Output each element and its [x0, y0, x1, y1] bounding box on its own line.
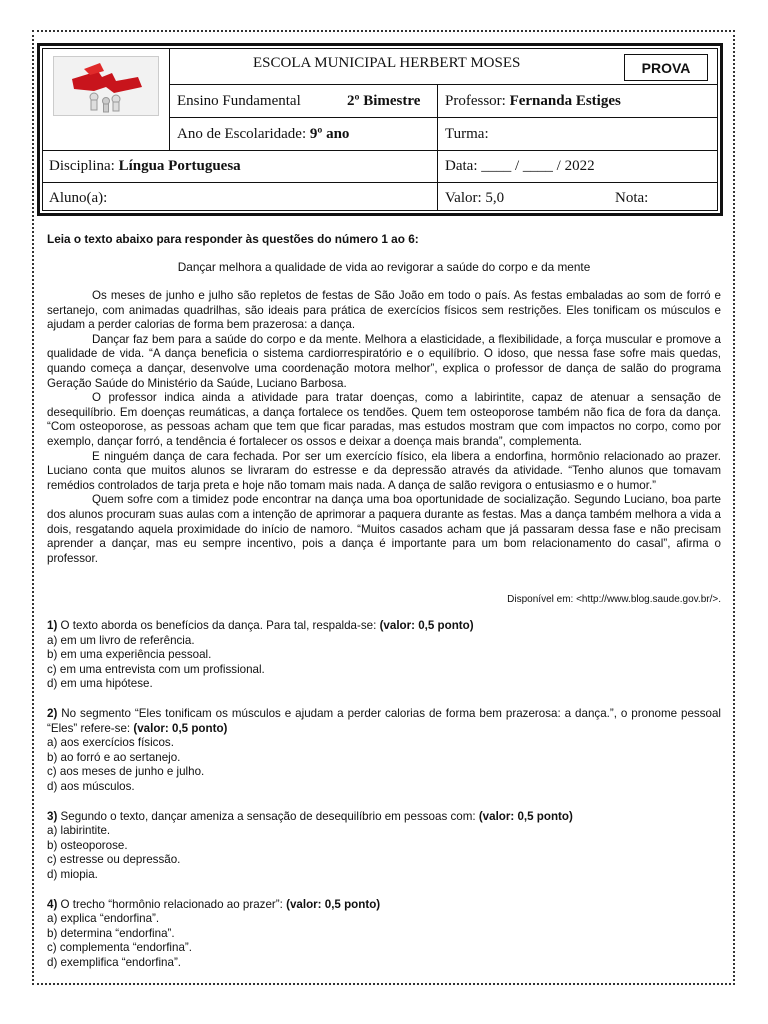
header-table	[42, 48, 718, 211]
option-c[interactable]: c) aos meses de junho e julho.	[47, 765, 205, 779]
question-text: No segmento “Eles tonificam os músculos e ajudam a perder calorias de forma bem prazerosa: a dança.”, o pronome pessoal “Eles” refere-se:	[47, 706, 721, 735]
question-text: O texto aborda os benefícios da dança. Para tal, respalda-se:	[57, 619, 380, 632]
option-d[interactable]: d) aos músculos.	[47, 779, 135, 793]
teacher-label: Professor:	[445, 93, 510, 109]
grade-field	[177, 126, 349, 143]
text-title: Dançar melhora a qualidade de vida ao revigorar a saúde do corpo e da mente	[177, 260, 591, 274]
student-field: Aluno(a):	[49, 190, 108, 206]
teacher-field	[445, 93, 621, 110]
option-c[interactable]: c) em uma entrevista com um profissional.	[47, 662, 265, 676]
question-stem	[47, 898, 721, 913]
option-c[interactable]: c) complementa “endorfina”.	[47, 941, 192, 955]
option-b[interactable]: b) osteoporose.	[47, 838, 128, 852]
question-stem	[47, 810, 721, 825]
question-value: (valor: 0,5 ponto)	[379, 619, 474, 632]
question-value: (valor: 0,5 ponto)	[133, 721, 228, 735]
value-field: Valor: 5,0	[445, 190, 505, 206]
puzzle-people-logo-icon	[54, 57, 158, 115]
paragraph: Dançar faz bem para a saúde do corpo e da mente. Melhora a elasticidade, a flexibilidade, a força muscular e promove a qualidade de vida. “A dança beneficia o sistema cardiorrespiratório e o equilíbrio. O idoso, que nessa fase sofre mais quedas, quando começa a dançar, desenvolve uma coordenação motora melhor”, explica o professor de dança de salão do programa Geração Saúde do Ministério da Saúde, Luciano Barbosa.	[47, 332, 721, 390]
option-c[interactable]: c) estresse ou depressão.	[47, 853, 181, 867]
row-grade	[43, 118, 717, 151]
option-a[interactable]: a) labirintite.	[47, 824, 111, 838]
paragraph: Os meses de junho e julho são repletos de festas de São João em todo o país. As festas embaladas ao som de forró e sertanejo, com animadas quadrilhas, são ideais para prática de exercícios físicos sem restrições. Eles tonificam os músculos e ajudam a perder calorias de forma bem prazerosa: a dança.	[47, 289, 721, 332]
divider-logo	[169, 49, 170, 151]
grade-value: 9º ano	[309, 126, 350, 142]
question-stem	[47, 619, 721, 634]
option-b[interactable]: b) em uma experiência pessoal.	[47, 648, 212, 662]
school-name: ESCOLA MUNICIPAL HERBERT MOSES	[253, 55, 521, 71]
divider-right	[437, 85, 438, 210]
teacher-name: Fernanda Estiges	[509, 93, 621, 109]
option-d[interactable]: d) exemplifica “endorfina”.	[47, 955, 182, 969]
question	[47, 810, 721, 883]
subject-field	[49, 158, 241, 175]
subject-value: Língua Portuguesa	[118, 158, 241, 174]
subject-label: Disciplina:	[49, 158, 119, 174]
option-d[interactable]: d) em uma hipótese.	[47, 677, 153, 691]
question	[47, 619, 721, 692]
questions-list	[47, 619, 721, 985]
question	[47, 898, 721, 971]
reading-text	[47, 289, 721, 566]
question-text: O trecho “hormônio relacionado ao prazer”:	[57, 897, 287, 911]
term-label: 2º Bimestre	[347, 93, 421, 109]
question-number: 4)	[47, 897, 58, 911]
source-citation: Disponível em: <http://www.blog.saude.gov.br/>.	[507, 594, 721, 605]
paragraph: O professor indica ainda a atividade para tratar doenças, como a labirintite, capaz de atenuar a sensação de desequilíbrio. Em doenças reumáticas, a dança fortalece os tendões. Quem tem osteoporose também não fica de fora da dança. “Com osteoporose, as pessoas acham que tem que ficar paradas, mas estudos mostram que com impactos no corpo, como por exemplo, dançar forró, a tendência é fortalecer os ossos e deixar a doença mais branda”, complementa.	[47, 391, 721, 448]
paragraph: E ninguém dança de cara fechada. Por ser um exercício físico, ela libera a endorfina, hormônio relacionado ao prazer. Luciano conta que muitos alunos se livraram do estresse e da depressão através da atividade. “Tenho alunos que tomavam remédios controlados de tarja preta e hoje não tomam mais nada. A dança de salão revigora o entusiasmo e o humor.”	[47, 449, 721, 492]
question-stem	[47, 707, 721, 736]
question-value: (valor: 0,5 ponto)	[286, 897, 381, 911]
exam-header	[37, 43, 723, 216]
date-field: Data: ____ / ____ / 2022	[445, 158, 595, 174]
option-d[interactable]: d) miopia.	[47, 867, 98, 881]
option-b[interactable]: b) determina “endorfina”.	[47, 926, 175, 940]
score-field: Nota:	[615, 190, 649, 206]
option-b[interactable]: b) ao forró e ao sertanejo.	[47, 750, 181, 764]
level-label: Ensino Fundamental	[177, 93, 301, 109]
question-text: Segundo o texto, dançar ameniza a sensação de desequilíbrio em pessoas com:	[57, 809, 479, 823]
option-a[interactable]: a) aos exercícios físicos.	[47, 736, 174, 750]
question-number: 1)	[47, 619, 58, 632]
question	[47, 707, 721, 795]
option-a[interactable]: a) em um livro de referência.	[47, 633, 195, 647]
school-logo	[53, 56, 159, 116]
exam-label-box: PROVA	[624, 54, 708, 81]
question-value: (valor: 0,5 ponto)	[478, 809, 573, 823]
paragraph: Quem sofre com a timidez pode encontrar na dança uma boa oportunidade de socialização. Segundo Luciano, boa parte dos alunos procuram suas aulas com a intenção de aprimorar a paquera durante as festas. Mas a dança também melhora a vida a dois, resgatando aquela proximidade do início de namoro. “Muitos casados acham que já passaram dessa fase e não precisam aprender a dançar, mas eu sempre incentivo, pois a dança é importante para um bom relacionamento do casal”, afirma o professor.	[47, 493, 721, 565]
question-number: 2)	[47, 706, 58, 720]
grade-label: Ano de Escolaridade:	[177, 126, 310, 142]
question-number: 3)	[47, 809, 58, 823]
instructions: Leia o texto abaixo para responder às questões do número 1 ao 6:	[47, 232, 419, 246]
class-field: Turma:	[445, 126, 489, 142]
option-a[interactable]: a) explica “endorfina”.	[47, 912, 160, 926]
